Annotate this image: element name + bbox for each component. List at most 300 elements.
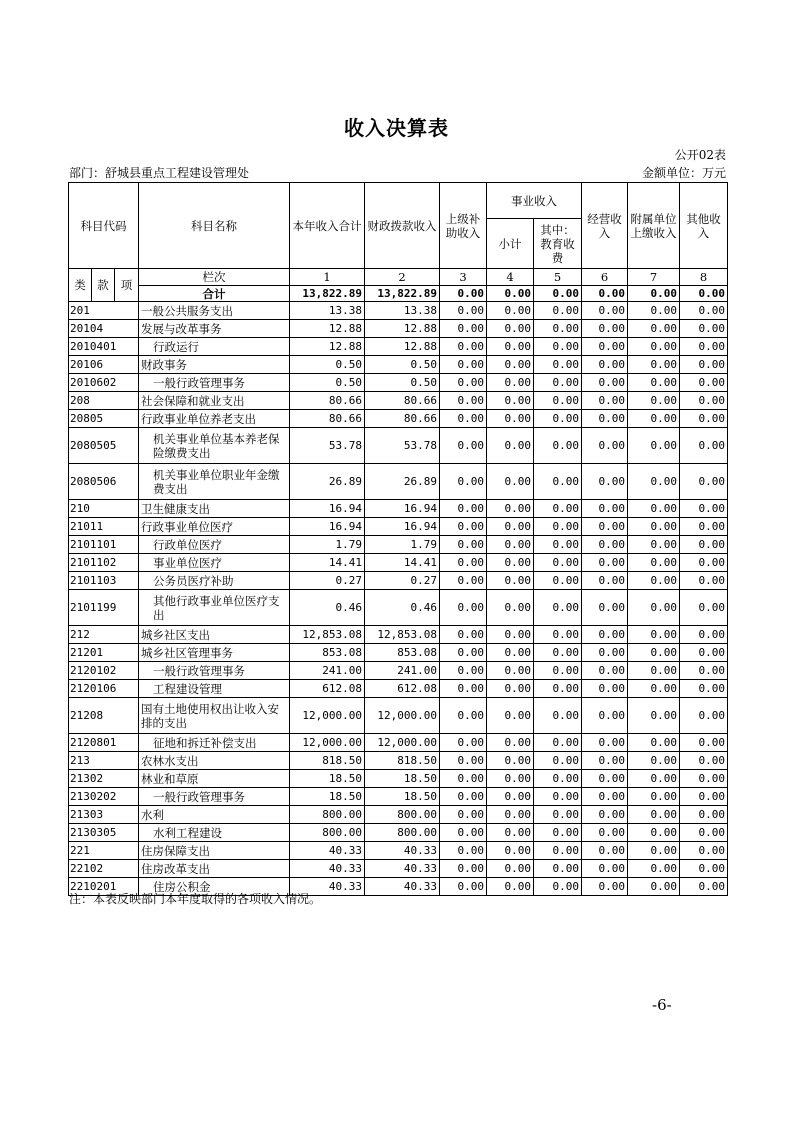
value-col-1: 18.50 (290, 770, 365, 788)
value-col-8: 0.00 (680, 554, 728, 572)
value-col-2: 800.00 (365, 824, 440, 842)
value-col-8: 0.00 (680, 590, 728, 626)
value-col-6: 0.00 (582, 698, 628, 734)
value-col-5: 0.00 (534, 860, 582, 878)
table-row (69, 464, 728, 500)
value-col-5: 0.00 (534, 788, 582, 806)
value-col-6: 0.00 (582, 734, 628, 752)
subject-name: 其他行政事业单位医疗支出 (139, 590, 290, 626)
page-title: 收入决算表 (344, 116, 449, 140)
table-row (69, 428, 728, 464)
header-lei: 类 (69, 269, 92, 302)
value-col-6: 0.00 (582, 644, 628, 662)
value-col-7: 0.00 (628, 752, 680, 770)
value-col-7: 0.00 (628, 428, 680, 464)
value-col-5: 0.00 (534, 878, 582, 896)
value-col-5: 0.00 (534, 662, 582, 680)
value-col-5: 0.00 (534, 338, 582, 356)
table-row (69, 806, 728, 824)
subject-code: 20104 (69, 320, 139, 338)
value-col-7: 0.00 (628, 806, 680, 824)
value-col-7: 0.00 (628, 410, 680, 428)
value-col-2: 12,000.00 (365, 698, 440, 734)
subject-name: 社会保障和就业支出 (139, 392, 290, 410)
value-col-6: 0.00 (582, 302, 628, 320)
value-col-2: 80.66 (365, 392, 440, 410)
table-row (69, 320, 728, 338)
header-num-4: 4 (487, 269, 534, 286)
value-col-7: 0.00 (628, 626, 680, 644)
subject-code: 2120801 (69, 734, 139, 752)
value-col-4: 0.00 (487, 788, 534, 806)
subject-code: 2010401 (69, 338, 139, 356)
subject-name: 农林水支出 (139, 752, 290, 770)
table-row (69, 536, 728, 554)
value-col-4: 0.00 (487, 878, 534, 896)
value-col-7: 0.00 (628, 356, 680, 374)
value-col-7: 0.00 (628, 500, 680, 518)
subject-code: 2101103 (69, 572, 139, 590)
table-row (69, 770, 728, 788)
value-col-6: 0.00 (582, 536, 628, 554)
value-col-5: 0.00 (534, 734, 582, 752)
value-col-1: 612.08 (290, 680, 365, 698)
value-col-8: 0.00 (680, 536, 728, 554)
value-col-3: 0.00 (440, 374, 487, 392)
table-row (69, 752, 728, 770)
subject-code: 2130202 (69, 788, 139, 806)
value-col-6: 0.00 (582, 428, 628, 464)
value-col-6: 0.00 (582, 464, 628, 500)
value-col-6: 0.00 (582, 752, 628, 770)
header-col4: 小计 (487, 219, 534, 269)
table-row (69, 626, 728, 644)
value-col-6: 0.00 (582, 338, 628, 356)
value-col-8: 0.00 (680, 770, 728, 788)
value-col-8: 0.00 (680, 644, 728, 662)
value-col-8: 0.00 (680, 680, 728, 698)
value-col-5: 0.00 (534, 464, 582, 500)
value-col-5: 0.00 (534, 320, 582, 338)
value-col-7: 0.00 (628, 320, 680, 338)
value-col-8: 0.00 (680, 320, 728, 338)
value-col-7: 0.00 (628, 536, 680, 554)
subject-code: 2130305 (69, 824, 139, 842)
value-col-3: 0.00 (440, 338, 487, 356)
value-col-2: 800.00 (365, 806, 440, 824)
table-row (69, 572, 728, 590)
table-row (69, 788, 728, 806)
value-col-1: 12,000.00 (290, 698, 365, 734)
value-col-7: 0.00 (628, 878, 680, 896)
subject-code: 20106 (69, 356, 139, 374)
value-col-8: 0.00 (680, 518, 728, 536)
value-col-4: 0.00 (487, 824, 534, 842)
subject-name: 城乡社区支出 (139, 626, 290, 644)
value-col-5: 0.00 (534, 626, 582, 644)
value-col-4: 0.00 (487, 338, 534, 356)
value-col-3: 0.00 (440, 518, 487, 536)
value-col-7: 0.00 (628, 464, 680, 500)
table-row (69, 500, 728, 518)
value-col-7: 0.00 (628, 860, 680, 878)
value-col-8: 0.00 (680, 464, 728, 500)
total-label: 合计 (139, 286, 290, 302)
value-col-7: 0.00 (628, 554, 680, 572)
table-row (69, 662, 728, 680)
value-col-2: 40.33 (365, 860, 440, 878)
value-col-7: 0.00 (628, 734, 680, 752)
value-col-8: 0.00 (680, 788, 728, 806)
value-col-2: 0.27 (365, 572, 440, 590)
value-col-4: 0.00 (487, 572, 534, 590)
value-col-3: 0.00 (440, 356, 487, 374)
value-col-3: 0.00 (440, 698, 487, 734)
header-col5: 其中：教育收费 (534, 219, 582, 269)
value-col-2: 12.88 (365, 320, 440, 338)
value-col-7: 0.00 (628, 770, 680, 788)
value-col-6: 0.00 (582, 806, 628, 824)
value-col-8: 0.00 (680, 698, 728, 734)
value-col-7: 0.00 (628, 644, 680, 662)
value-col-3: 0.00 (440, 536, 487, 554)
value-col-1: 40.33 (290, 860, 365, 878)
subject-code: 21302 (69, 770, 139, 788)
value-col-6: 0.00 (582, 680, 628, 698)
subject-name: 国有土地使用权出让收入安排的支出 (139, 698, 290, 734)
value-col-1: 853.08 (290, 644, 365, 662)
subject-name: 一般行政管理事务 (139, 374, 290, 392)
value-col-7: 0.00 (628, 662, 680, 680)
value-col-4: 0.00 (487, 752, 534, 770)
subject-name: 城乡社区管理事务 (139, 644, 290, 662)
value-col-3: 0.00 (440, 410, 487, 428)
subject-code: 212 (69, 626, 139, 644)
value-col-6: 0.00 (582, 518, 628, 536)
value-col-7: 0.00 (628, 842, 680, 860)
header-col8: 其他收入 (680, 183, 728, 269)
value-col-8: 0.00 (680, 428, 728, 464)
value-col-8: 0.00 (680, 878, 728, 896)
table-number: 公开02表 (674, 148, 726, 162)
value-col-1: 818.50 (290, 752, 365, 770)
value-col-1: 80.66 (290, 392, 365, 410)
subject-name: 住房改革支出 (139, 860, 290, 878)
value-col-5: 0.00 (534, 590, 582, 626)
value-col-3: 0.00 (440, 302, 487, 320)
value-col-5: 0.00 (534, 518, 582, 536)
value-col-2: 53.78 (365, 428, 440, 464)
value-col-1: 12,853.08 (290, 626, 365, 644)
subject-code: 2210201 (69, 878, 139, 896)
value-col-1: 12.88 (290, 338, 365, 356)
value-col-8: 0.00 (680, 734, 728, 752)
subject-name: 一般公共服务支出 (139, 302, 290, 320)
value-col-5: 0.00 (534, 392, 582, 410)
value-col-3: 0.00 (440, 320, 487, 338)
value-col-2: 12,853.08 (365, 626, 440, 644)
value-col-6: 0.00 (582, 554, 628, 572)
value-col-6: 0.00 (582, 788, 628, 806)
value-col-6: 0.00 (582, 662, 628, 680)
value-col-3: 0.00 (440, 644, 487, 662)
value-col-7: 0.00 (628, 788, 680, 806)
value-col-3: 0.00 (440, 752, 487, 770)
value-col-2: 40.33 (365, 878, 440, 896)
value-col-1: 80.66 (290, 410, 365, 428)
table-row (69, 734, 728, 752)
header-kuan: 款 (92, 269, 115, 302)
value-col-5: 0.00 (534, 680, 582, 698)
value-col-6: 0.00 (582, 572, 628, 590)
header-col3: 上级补助收入 (440, 183, 487, 269)
value-col-8: 0.00 (680, 806, 728, 824)
value-col-3: 0.00 (440, 464, 487, 500)
header-num-6: 6 (582, 269, 628, 286)
header-code: 科目代码 (69, 183, 139, 269)
value-col-4: 0.00 (487, 500, 534, 518)
table-row (69, 554, 728, 572)
value-col-2: 12.88 (365, 338, 440, 356)
table-row (69, 374, 728, 392)
value-col-2: 18.50 (365, 788, 440, 806)
value-col-2: 0.50 (365, 356, 440, 374)
subject-code: 21303 (69, 806, 139, 824)
value-col-5: 0.00 (534, 536, 582, 554)
value-col-8: 0.00 (680, 356, 728, 374)
header-name: 科目名称 (139, 183, 290, 269)
value-col-4: 0.00 (487, 644, 534, 662)
value-col-5: 0.00 (534, 644, 582, 662)
subject-name: 行政事业单位养老支出 (139, 410, 290, 428)
subject-name: 行政单位医疗 (139, 536, 290, 554)
value-col-8: 0.00 (680, 662, 728, 680)
value-col-3: 0.00 (440, 860, 487, 878)
subject-name: 征地和拆迁补偿支出 (139, 734, 290, 752)
subject-code: 2120102 (69, 662, 139, 680)
header-col7: 附属单位上缴收入 (628, 183, 680, 269)
total-value-8: 0.00 (680, 286, 728, 302)
value-col-8: 0.00 (680, 572, 728, 590)
value-col-5: 0.00 (534, 824, 582, 842)
value-col-2: 241.00 (365, 662, 440, 680)
header-col1: 本年收入合计 (290, 183, 365, 269)
header-num-2: 2 (365, 269, 440, 286)
value-col-7: 0.00 (628, 824, 680, 842)
value-col-1: 0.50 (290, 374, 365, 392)
value-col-2: 16.94 (365, 518, 440, 536)
value-col-1: 1.79 (290, 536, 365, 554)
table-row (69, 518, 728, 536)
value-col-1: 16.94 (290, 518, 365, 536)
value-col-6: 0.00 (582, 770, 628, 788)
subject-code: 20805 (69, 410, 139, 428)
subject-name: 公务员医疗补助 (139, 572, 290, 590)
value-col-2: 14.41 (365, 554, 440, 572)
header-col6: 经营收入 (582, 183, 628, 269)
value-col-6: 0.00 (582, 824, 628, 842)
value-col-3: 0.00 (440, 770, 487, 788)
value-col-5: 0.00 (534, 752, 582, 770)
table-row (69, 392, 728, 410)
subject-name: 一般行政管理事务 (139, 788, 290, 806)
value-col-4: 0.00 (487, 428, 534, 464)
value-col-3: 0.00 (440, 572, 487, 590)
value-col-1: 18.50 (290, 788, 365, 806)
value-col-7: 0.00 (628, 392, 680, 410)
value-col-5: 0.00 (534, 428, 582, 464)
header-col2: 财政拨款收入 (365, 183, 440, 269)
value-col-7: 0.00 (628, 590, 680, 626)
value-col-1: 0.50 (290, 356, 365, 374)
value-col-8: 0.00 (680, 302, 728, 320)
value-col-6: 0.00 (582, 500, 628, 518)
total-value-6: 0.00 (582, 286, 628, 302)
subject-name: 行政运行 (139, 338, 290, 356)
value-col-4: 0.00 (487, 698, 534, 734)
subject-code: 21201 (69, 644, 139, 662)
value-col-3: 0.00 (440, 806, 487, 824)
subject-code: 210 (69, 500, 139, 518)
value-col-3: 0.00 (440, 500, 487, 518)
table-row (69, 590, 728, 626)
value-col-4: 0.00 (487, 554, 534, 572)
subject-code: 21011 (69, 518, 139, 536)
value-col-2: 0.46 (365, 590, 440, 626)
value-col-8: 0.00 (680, 626, 728, 644)
value-col-4: 0.00 (487, 590, 534, 626)
subject-code: 2010602 (69, 374, 139, 392)
subject-name: 住房公积金 (139, 878, 290, 896)
table-row (69, 842, 728, 860)
value-col-3: 0.00 (440, 428, 487, 464)
value-col-8: 0.00 (680, 842, 728, 860)
value-col-7: 0.00 (628, 374, 680, 392)
total-value-3: 0.00 (440, 286, 487, 302)
value-col-7: 0.00 (628, 572, 680, 590)
value-col-4: 0.00 (487, 392, 534, 410)
value-col-4: 0.00 (487, 302, 534, 320)
value-col-6: 0.00 (582, 410, 628, 428)
subject-name: 机关事业单位职业年金缴费支出 (139, 464, 290, 500)
value-col-1: 241.00 (290, 662, 365, 680)
subject-name: 住房保障支出 (139, 842, 290, 860)
value-col-7: 0.00 (628, 518, 680, 536)
subject-name: 水利 (139, 806, 290, 824)
value-col-8: 0.00 (680, 374, 728, 392)
value-col-6: 0.00 (582, 842, 628, 860)
subject-code: 221 (69, 842, 139, 860)
subject-code: 21208 (69, 698, 139, 734)
value-col-4: 0.00 (487, 374, 534, 392)
table-row (69, 860, 728, 878)
value-col-4: 0.00 (487, 770, 534, 788)
subject-code: 208 (69, 392, 139, 410)
subject-code: 2101101 (69, 536, 139, 554)
department-label: 部门：舒城县重点工程建设管理处 (69, 166, 250, 180)
value-col-3: 0.00 (440, 590, 487, 626)
subject-name: 林业和草原 (139, 770, 290, 788)
header-num-7: 7 (628, 269, 680, 286)
value-col-1: 16.94 (290, 500, 365, 518)
table-note: 注：本表反映部门本年度取得的各项收入情况。 (69, 892, 322, 906)
value-col-4: 0.00 (487, 410, 534, 428)
table-row (69, 698, 728, 734)
header-shiye: 事业收入 (487, 183, 582, 219)
subject-code: 2080506 (69, 464, 139, 500)
value-col-4: 0.00 (487, 536, 534, 554)
value-col-3: 0.00 (440, 662, 487, 680)
value-col-1: 26.89 (290, 464, 365, 500)
value-col-8: 0.00 (680, 392, 728, 410)
value-col-5: 0.00 (534, 374, 582, 392)
value-col-5: 0.00 (534, 302, 582, 320)
value-col-3: 0.00 (440, 392, 487, 410)
subject-code: 213 (69, 752, 139, 770)
value-col-6: 0.00 (582, 860, 628, 878)
value-col-5: 0.00 (534, 770, 582, 788)
value-col-6: 0.00 (582, 878, 628, 896)
subject-name: 工程建设管理 (139, 680, 290, 698)
value-col-8: 0.00 (680, 338, 728, 356)
value-col-2: 818.50 (365, 752, 440, 770)
value-col-5: 0.00 (534, 572, 582, 590)
value-col-4: 0.00 (487, 464, 534, 500)
subject-name: 财政事务 (139, 356, 290, 374)
value-col-4: 0.00 (487, 626, 534, 644)
value-col-3: 0.00 (440, 734, 487, 752)
total-value-1: 13,822.89 (290, 286, 365, 302)
value-col-6: 0.00 (582, 626, 628, 644)
subject-name: 卫生健康支出 (139, 500, 290, 518)
value-col-5: 0.00 (534, 500, 582, 518)
subject-name: 事业单位医疗 (139, 554, 290, 572)
value-col-5: 0.00 (534, 842, 582, 860)
value-col-3: 0.00 (440, 788, 487, 806)
table-row (69, 338, 728, 356)
value-col-4: 0.00 (487, 662, 534, 680)
value-col-2: 18.50 (365, 770, 440, 788)
value-col-2: 40.33 (365, 842, 440, 860)
value-col-4: 0.00 (487, 356, 534, 374)
value-col-5: 0.00 (534, 806, 582, 824)
value-col-1: 12,000.00 (290, 734, 365, 752)
value-col-2: 12,000.00 (365, 734, 440, 752)
value-col-2: 612.08 (365, 680, 440, 698)
value-col-7: 0.00 (628, 680, 680, 698)
total-value-5: 0.00 (534, 286, 582, 302)
header-num-3: 3 (440, 269, 487, 286)
value-col-8: 0.00 (680, 824, 728, 842)
value-col-6: 0.00 (582, 590, 628, 626)
value-col-1: 0.46 (290, 590, 365, 626)
value-col-2: 0.50 (365, 374, 440, 392)
value-col-3: 0.00 (440, 626, 487, 644)
income-table (68, 182, 728, 896)
value-col-5: 0.00 (534, 698, 582, 734)
value-col-1: 0.27 (290, 572, 365, 590)
value-col-4: 0.00 (487, 320, 534, 338)
value-col-4: 0.00 (487, 806, 534, 824)
subject-code: 2120106 (69, 680, 139, 698)
value-col-6: 0.00 (582, 356, 628, 374)
table-row (69, 410, 728, 428)
value-col-5: 0.00 (534, 554, 582, 572)
subject-name: 机关事业单位基本养老保险缴费支出 (139, 428, 290, 464)
value-col-4: 0.00 (487, 734, 534, 752)
table-row (69, 356, 728, 374)
value-col-1: 14.41 (290, 554, 365, 572)
